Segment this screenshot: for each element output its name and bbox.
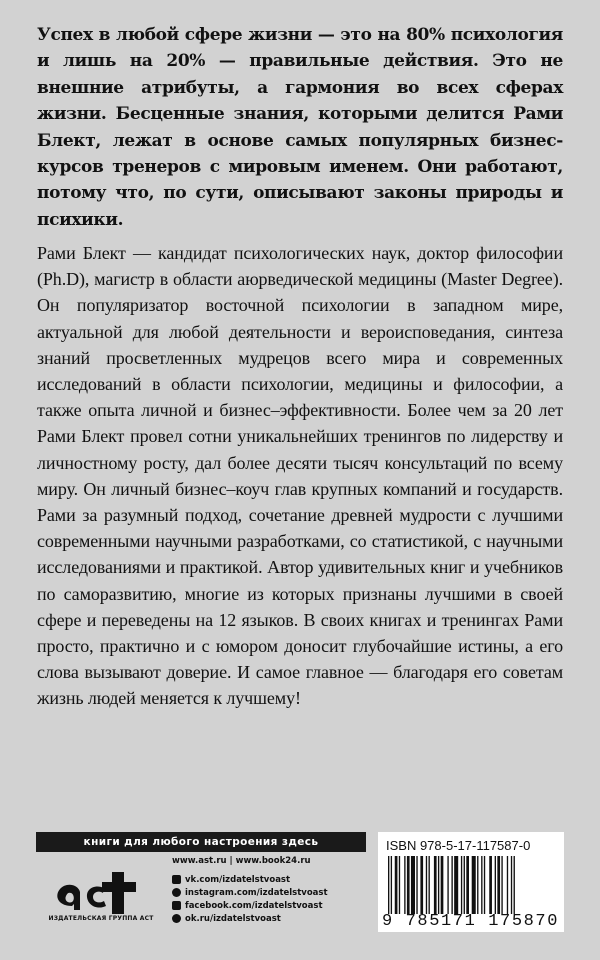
websites-line[interactable]: www.ast.ru | www.book24.ru [172, 856, 311, 866]
social-link-text: facebook.com/izdatelstvoast [185, 900, 323, 911]
instagram-icon [172, 888, 181, 897]
social-link-facebook[interactable] [172, 899, 328, 912]
barcode-panel [378, 832, 564, 932]
social-link-text: vk.com/izdatelstvoast [185, 874, 291, 885]
barcode-bars [386, 856, 556, 914]
social-links-list [172, 873, 328, 925]
tagline-band: книги для любого настроения здесь [36, 832, 366, 852]
social-link-text: instagram.com/izdatelstvoast [185, 887, 328, 898]
publisher-caption: ИЗДАТЕЛЬСКАЯ ГРУППА АСТ [48, 915, 154, 922]
social-link-text: ok.ru/izdatelstvoast [185, 913, 281, 924]
vk-icon [172, 875, 181, 884]
social-link-vk[interactable] [172, 873, 328, 886]
author-bio-paragraph: Рами Блект — кандидат психологических наук, доктор философии (Ph.D), магистр в области аюрведической медицины (Master Degree). Он популяризатор восточной психологии в западном мире, актуальной для любой деятельности и вероисповедания, синтеза знаний просветленных мудрецов всего мира и современных исследований в области психологии, медицины и философии, а также опыта личной и бизнес–эффективности. Более чем за 20 лет Рами Блект провел сотни уникальнейших тренингов по лидерству и личностному росту, дал более десяти тысяч консультаций по всему миру. Он личный бизнес–коуч глав крупных компаний и государств. Рами за разумный подход, сочетание древней мудрости с лучшими современными научными разработками, со статистикой, с научными исследованиями и практикой. Автор удивительных книг и учебников по саморазвитию, многие из которых признаны лучшими в своей сфере и переведены на 12 языков. В своих книгах и тренингах Рами просто, практично и с юмором доносит глубочайшие истины, а его слова вызывают доверие. И самое главное — благодаря его советам жизнь людей меняется к лучшему! [37, 243, 563, 709]
isbn-label: ISBN 978-5-17-117587-0 [386, 838, 531, 853]
lead-paragraph: Успех в любой сфере жизни — это на 80% психология и лишь на 20% — правильные действия. Это не внешние атрибуты, а гармония во всех сферах жизни. Бесценные знания, которыми делится Рами Блект, лежат в основе самых популярных бизнес-курсов тренеров с мировым именем. Они работают, потому что, по сути, описывают законы природы и психики. [37, 25, 563, 230]
facebook-icon [172, 901, 181, 910]
barcode-digits: 9 785171 175870 [382, 912, 560, 931]
social-link-instagram[interactable] [172, 886, 328, 899]
odnoklassniki-icon [172, 914, 181, 923]
social-link-odnoklassniki[interactable] [172, 912, 328, 925]
